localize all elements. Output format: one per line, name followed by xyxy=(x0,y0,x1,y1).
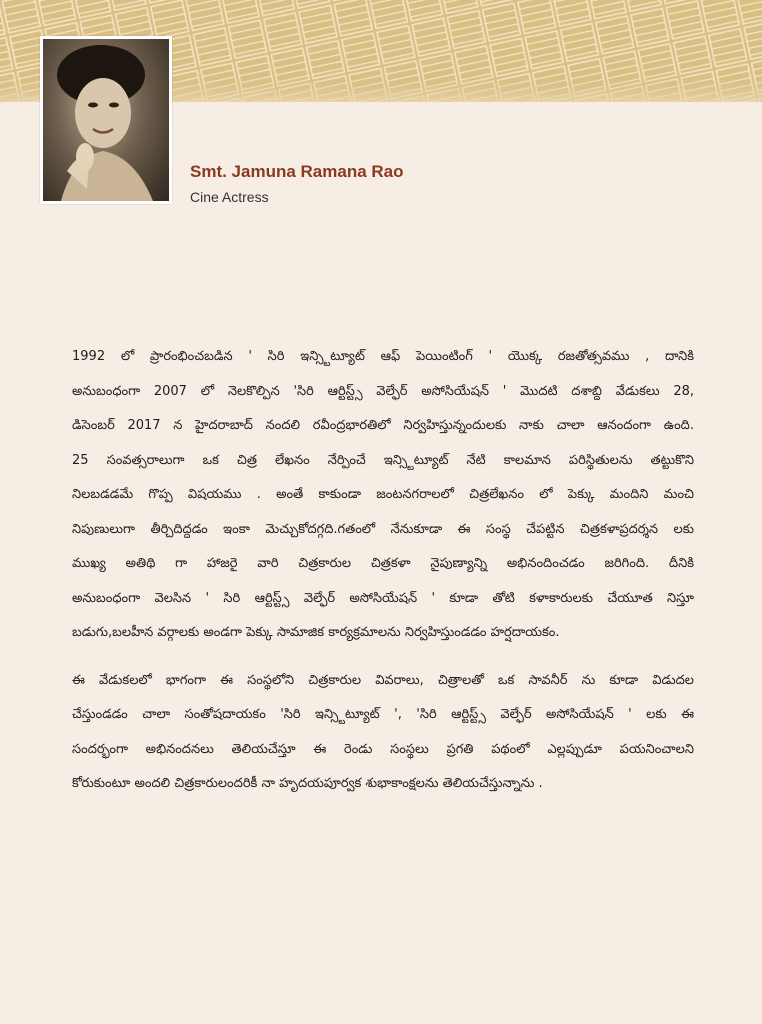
text-line: అనుబంధంగా 2007 లో నెలకొల్పిన 'సిరి ఆర్టిస్ట్స్ వెల్ఫేర్ అసోసియేషన్ ' మొదటి దశాబ్ది వేడుకలు 28, xyxy=(72,383,694,399)
text-line: సందర్భంగా అభినందనలు తెలియచేస్తూ ఈ రెండు సంస్థలు ప్రగతి పథంలో ఎల్లప్పుడూ పయనించాలని xyxy=(72,741,694,757)
text-line: డిసెంబర్ 2017 న హైదరాబాద్ నందలి రవీంద్రభారతిలో నిర్వహిస్తున్నందులకు నాకు చాలా ఆనందంగా ఉంది. xyxy=(72,418,694,433)
text-line: ముఖ్య అతిథి గా హాజరై వారి చిత్రకారుల చిత్రకళా నైపుణ్యాన్ని అభినందించడం జరిగింది. దీనికి xyxy=(72,556,694,571)
text-line: బడుగు,బలహీన వర్గాలకు అండగా పెక్కు సామాజిక కార్యక్రమాలను నిర్వహిస్తుండడం హర్షదాయకం. xyxy=(72,625,560,640)
text-line: చేస్తుండడం చాలా సంతోషదాయకం 'సిరి ఇన్స్టిట్యూట్ ', 'సిరి ఆర్టిస్ట్స్ వెల్ఫేర్ అసోసియేషన్ ' లకు ఈ xyxy=(72,707,694,722)
person-role: Cine Actress xyxy=(190,189,269,205)
text-line: 1992 లో ప్రారంభించబడిన ' సిరి ఇన్స్టిట్యూట్ ఆఫ్ పెయింటింగ్ ' యొక్క రజతోత్సవము , దానికి xyxy=(72,349,694,364)
text-line: నిపుణులుగా తీర్చిదిద్దడం ఇంకా మెచ్చుకోదగ్గది.గతంలో నేనుకూడా ఈ సంస్థ చేపట్టిన చిత్రకళాప్రదర్శన లకు xyxy=(72,521,694,537)
paragraph-1 xyxy=(72,340,694,651)
text-line: కోరుకుంటూ అందలి చిత్రకారులందరికీ నా హృదయపూర్వక శుభాకాంక్షలను తెలియచేస్తున్నాను . xyxy=(72,776,543,791)
text-line: అనుబంధంగా వెలసిన ' సిరి ఆర్టిస్ట్స్ వెల్ఫేర్ అసోసియేషన్ ' కూడా తోటి కళాకారులకు చేయూత నిస్తూ xyxy=(72,590,694,606)
portrait-photo xyxy=(40,36,172,204)
text-line: 25 సంవత్సరాలుగా ఒక చిత్ర లేఖనం నేర్పించే ఇన్స్టిట్యూట్ నేటి కాలమాన పరిస్థితులను తట్టుకొని xyxy=(72,452,694,468)
paragraph-2 xyxy=(72,664,694,802)
person-name: Smt. Jamuna Ramana Rao xyxy=(190,162,404,181)
portrait-image xyxy=(43,39,169,201)
text-line: నిలబడడమే గొప్ప విషయము . అంతే కాకుండా జంటనగరాలలో చిత్రలేఖనం లో పెక్కు మందిని మంచి xyxy=(72,487,694,502)
message-body xyxy=(72,340,694,802)
text-line: ఈ వేడుకలలో భాగంగా ఈ సంస్థలోని చిత్రకారుల వివరాలు, చిత్రాలతో ఒక సావనీర్ ను కూడా విడుదల xyxy=(72,672,694,688)
